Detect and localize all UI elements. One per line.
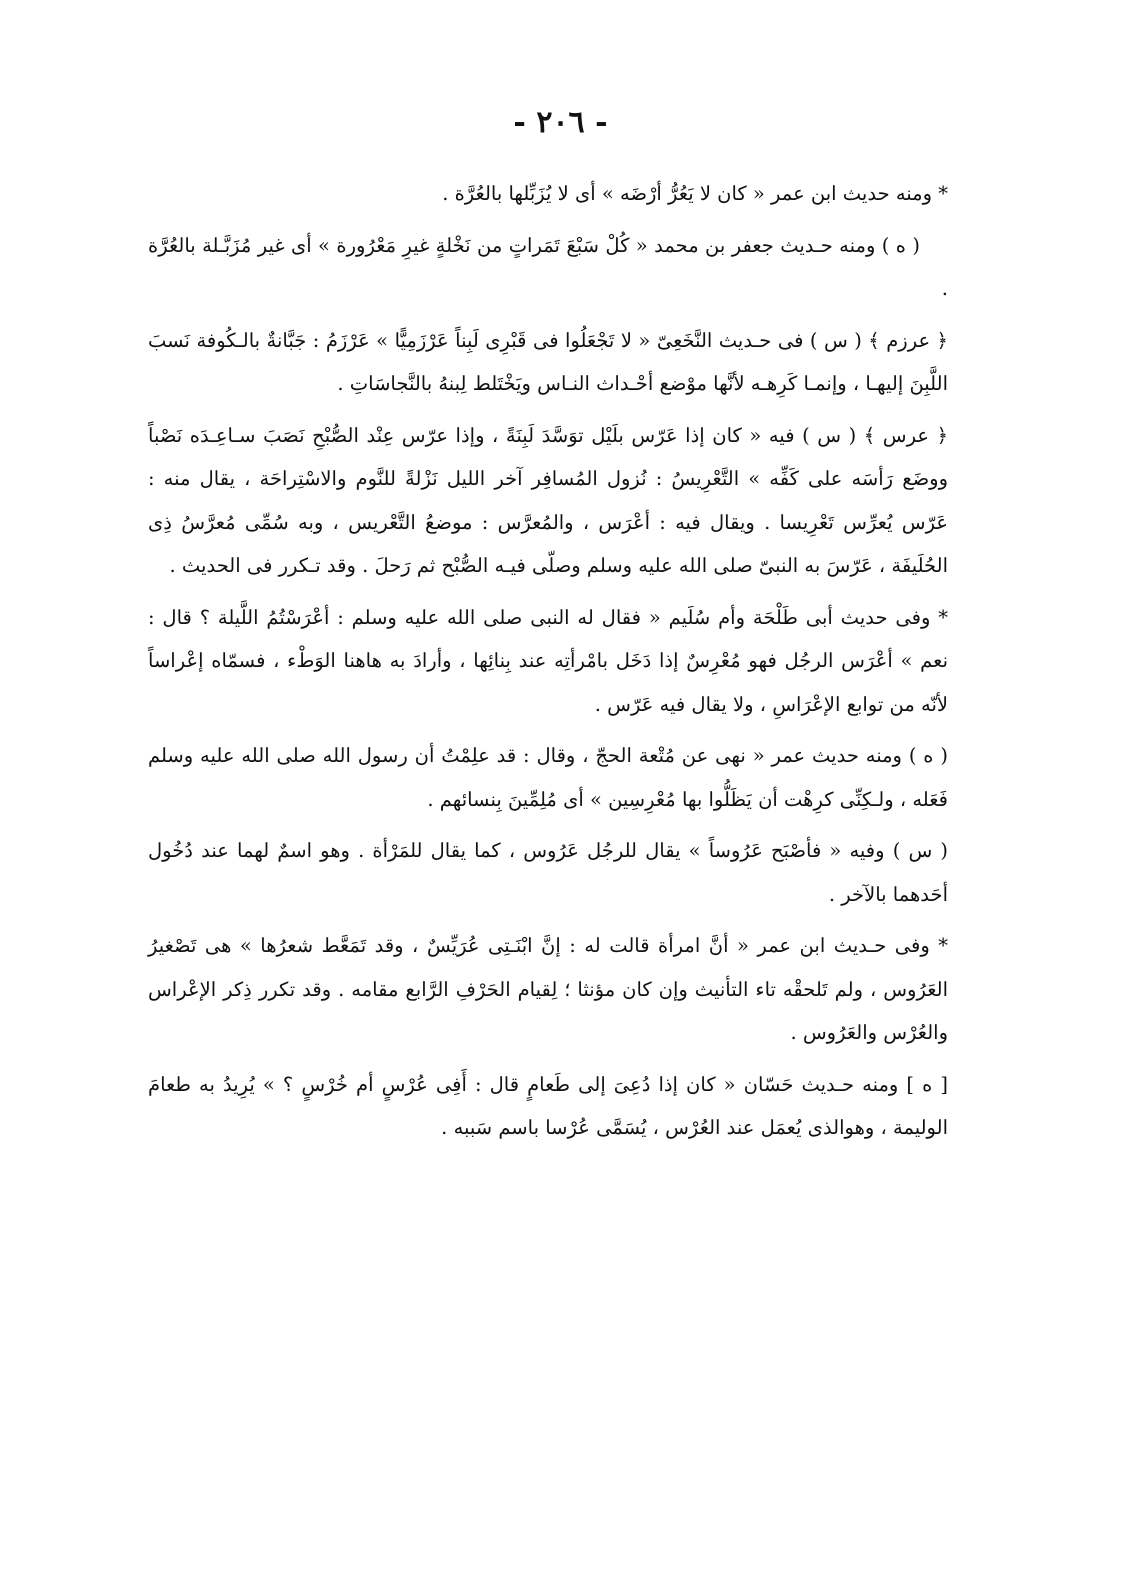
paragraph: ﴿ عرزم ﴾ ( س ) فى حـديث النَّخَعِىّ « لا تَجْعَلُوا فى قَبْرِى لَبِناً عَرْزَمِيًّا » عَرْزَمُ : جَبَّانةٌ بالـكُوفة نَسبَ اللَّبِنَ إليهـا ، وإنمـا كَرِهـه لأنَّها موْضع أحْـداث النـاس ويَخْتَلط لِبنهُ بالنَّجاسَاتِ .: [148, 328, 948, 395]
paragraph: ( ه ) ومنه حـديث جعفر بن محمد « كُلْ سَبْعَ تَمَراتٍ من نَخْلةٍ غيرِ مَعْرُورة » أى غير مُزَبَّـلة بالعُرَّة .: [148, 233, 948, 300]
paragraph: * وفى حديث أبى طَلْحَة وأم سُلَيم « فقال له النبى صلى الله عليه وسلم : أعْرَسْتُمُ اللَّيلة ؟ قال : نعم » أعْرَس الرجُل فهو مُعْرِسٌ إذا دَخَل بامْرأتِه عند بِنائِها ، وأرادَ به هاهنا الوَطْء ، فسمّاه إعْراساً لأنّه من توابع الإعْرَاسِ ، ولا يقال فيه عَرّس .: [148, 605, 948, 716]
page-number: - ٢٠٦ -: [513, 105, 608, 140]
page-body: [148, 172, 948, 1158]
paragraph: * ومنه حديث ابن عمر « كان لا يَعُرُّ أرْضَه » أى لا يُزَبِّلها بالعُرَّة .: [442, 182, 948, 205]
paragraph: [ ه ] ومنه حـديث حَسّان « كان إذا دُعِىَ إلى طَعامٍ قال : أَفِى عُرْسٍ أم خُرْسٍ ؟ » يُرِيدُ به طعامَ الوليمة ، وهوالذى يُعمَل عند العُرْس ، يُسَمَّى عُرْسا باسم سَببه .: [148, 1072, 948, 1139]
paragraph: ( س ) وفيه « فأصْبَح عَرُوساً » يقال للرجُل عَرُوس ، كما يقال للمَرْأة . وهو اسمٌ لهما عند دُخُول أحَدهما بالآخر .: [148, 839, 948, 906]
paragraph: ( ه ) ومنه حديث عمر « نهى عن مُتْعة الحجّ ، وقال : قد علِمْتُ أن رسول الله صلى الله عليه وسلم فَعَله ، ولـكِنِّى كرِهْت أن يَظَلُّوا بها مُعْرِسِين » أى مُلِمِّينَ بِنسائهم .: [148, 744, 948, 811]
paragraph: * وفى حـديث ابن عمر « أنَّ امرأة قالت له : إنَّ ابْنَـتِى عُرَيِّسٌ ، وقد تَمَعَّط شعرُها » هى تَصْغيرُ العَرُوس ، ولم تَلحقْه تاء التأنيث وإن كان مؤنثا ؛ لِقيام الحَرْفِ الرَّابع مقامه . وقد تكرر ذِكر الإعْراس والعُرْس والعَرُوس .: [148, 934, 948, 1044]
paragraph: ﴿ عرس ﴾ ( س ) فيه « كان إذا عَرّس بلَيْل توَسَّدَ لَبِنَةً ، وإذا عرّس عِنْد الصُّبْحِ نَصَبَ سـاعِـدَه نَصْباً ووضَع رَأسَه على كَفِّه » التَّعْرِيسُ : نُزول المُسافِر آخر الليل نَزْلةً للنَّوم والاسْتِراحَة ، يقال منه : عَرّس يُعرِّس تَعْرِيسا . ويقال فيه : أعْرَس ، والمُعرَّس : موضعُ التَّعْريس ، وبه سُمِّى مُعرَّسُ ذِى الحُلَيفَة ، عَرّسَ به النبىّ صلى الله عليه وسلم وصلّى فيـه الصُّبْح ثم رَحلَ . وقد تـكرر فى الحديث .: [148, 423, 948, 577]
